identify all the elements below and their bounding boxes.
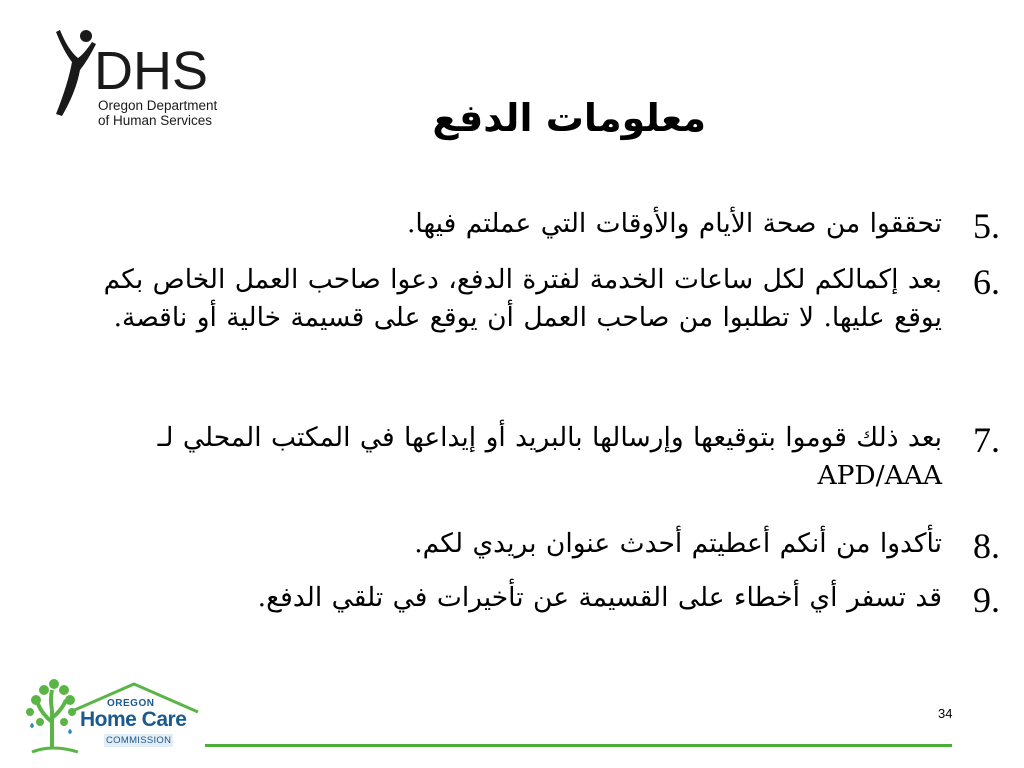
dhs-logo-subtitle <box>98 98 217 128</box>
dhs-logo-letters: DHS <box>94 41 209 101</box>
payment-info-list <box>60 205 1000 629</box>
list-item <box>60 419 1000 525</box>
page-number: 34 <box>938 706 953 721</box>
list-item-text: تأكدوا من أنكم أعطيتم أحدث عنوان بريدي لكم. <box>414 528 942 559</box>
list-item-number: 6. <box>973 262 1000 302</box>
list-item-number: 8. <box>973 526 1000 566</box>
list-item-text: بعد إكمالكم لكل ساعات الخدمة لفترة الدفع، دعوا صاحب العمل الخاص بكم يوقع عليها. لا تطلبوا من صاحب العمل أن يوقع على قسيمة خالية أو ناقصة. <box>103 264 942 333</box>
ohcc-home-care-label: Home Care <box>80 708 187 731</box>
list-item-number: 7. <box>973 420 1000 460</box>
list-item-number: 9. <box>973 580 1000 620</box>
ohcc-oregon-label: OREGON <box>107 698 155 709</box>
list-item-text: قد تسفر أي أخطاء على القسيمة عن تأخيرات في تلقي الدفع. <box>257 582 942 613</box>
dhs-logo <box>50 22 250 132</box>
ohcc-commission-label: COMMISSION <box>106 735 172 746</box>
list-item <box>60 205 1000 261</box>
list-item <box>60 261 1000 419</box>
dhs-logo-line2: of Human Services <box>98 113 213 128</box>
dhs-logo-line1: Oregon Department <box>98 98 218 113</box>
list-item-text: تحققوا من صحة الأيام والأوقات التي عملتم فيها. <box>406 208 942 239</box>
slide-title: معلومات الدفع <box>432 96 706 140</box>
ohcc-logo <box>22 670 202 760</box>
list-item <box>60 579 1000 629</box>
list-item <box>60 525 1000 579</box>
footer-divider <box>205 744 952 747</box>
list-item-text: بعد ذلك قوموا بتوقيعها وإرسالها بالبريد أو إيداعها في المكتب المحلي لـ APD/AAA <box>157 422 942 491</box>
dhs-figure-icon <box>50 22 98 122</box>
list-item-number: 5. <box>973 206 1000 246</box>
